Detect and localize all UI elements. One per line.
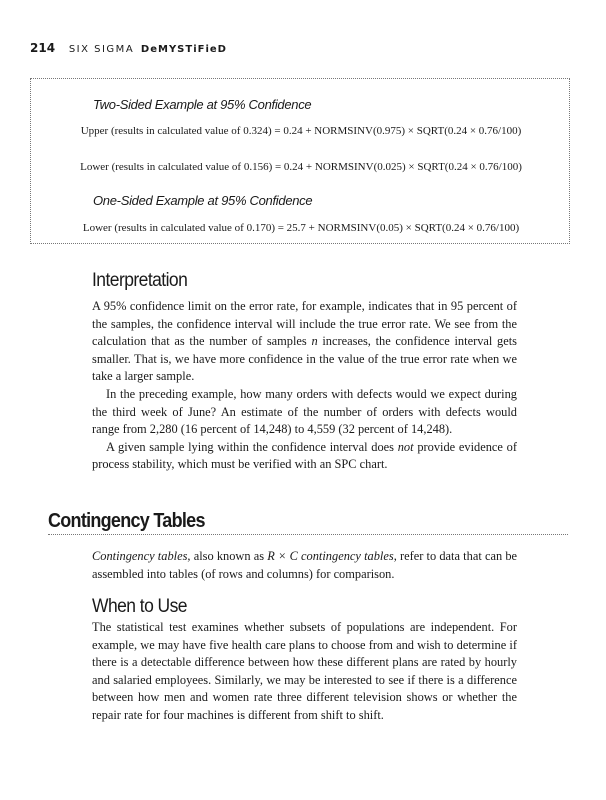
- one-sided-formula: Lower (results in calculated value of 0.170) = 25.7 + NORMSINV(0.05) × SQRT(0.24 × 0.76/100): [82, 222, 520, 234]
- contingency-heading: Contingency Tables: [48, 510, 205, 532]
- example-box: [30, 78, 570, 244]
- one-sided-heading: One-Sided Example at 95% Confidence: [93, 193, 313, 208]
- book-title-word: DeMYSTiFieD: [140, 44, 227, 55]
- section-divider: [48, 534, 568, 535]
- interpretation-paragraph-2: In the preceding example, how many orders with defects would we expect during the third week of June? An estimate of the number of orders with defects would range from 2,280 (16 percent of 14,248) to 4,559 (32 percent of 14,248).: [92, 386, 517, 437]
- interpretation-body: [92, 298, 517, 474]
- running-header: [30, 41, 227, 55]
- contingency-body: Contingency tables, also known as R × C contingency tables, refer to data that can be assembled into tables (of rows and columns) for comparison.: [92, 549, 518, 581]
- interpretation-paragraph-1: A 95% confidence limit on the error rate, for example, indicates that in 95 percent of the samples, the confidence interval will include the true error rate. We see from the calculation that as the number of samples n increases, the confidence interval gets smaller. That is, we have more confidence in the value of the true error rate when we take a larger sample.: [92, 299, 517, 384]
- when-to-use-body: The statistical test examines whether subsets of populations are independent. For example, we may have five health care plans to choose from and wish to determine if there is a detectable difference between how these different plans are rated by hourly and salaried employees. Similarly, we may be interested to see if there is a difference between how men and women rate three different television shows or whether the repair rate for four machines is different from shift to shift.: [92, 620, 517, 722]
- lower-formula: Lower (results in calculated value of 0.156) = 0.24 + NORMSINV(0.025) × SQRT(0.24 × 0.76/100): [80, 161, 522, 173]
- when-to-use-heading: When to Use: [92, 596, 187, 617]
- two-sided-heading: Two-Sided Example at 95% Confidence: [93, 97, 312, 112]
- book-series: SIX SIGMA: [68, 44, 135, 55]
- upper-formula: Upper (results in calculated value of 0.324) = 0.24 + NORMSINV(0.975) × SQRT(0.24 × 0.76/100): [80, 125, 522, 137]
- page-number: 214: [30, 41, 56, 55]
- interpretation-paragraph-3: A given sample lying within the confidence interval does not provide evidence of process stability, which must be verified with an SPC chart.: [92, 439, 517, 472]
- interpretation-heading: Interpretation: [92, 270, 188, 291]
